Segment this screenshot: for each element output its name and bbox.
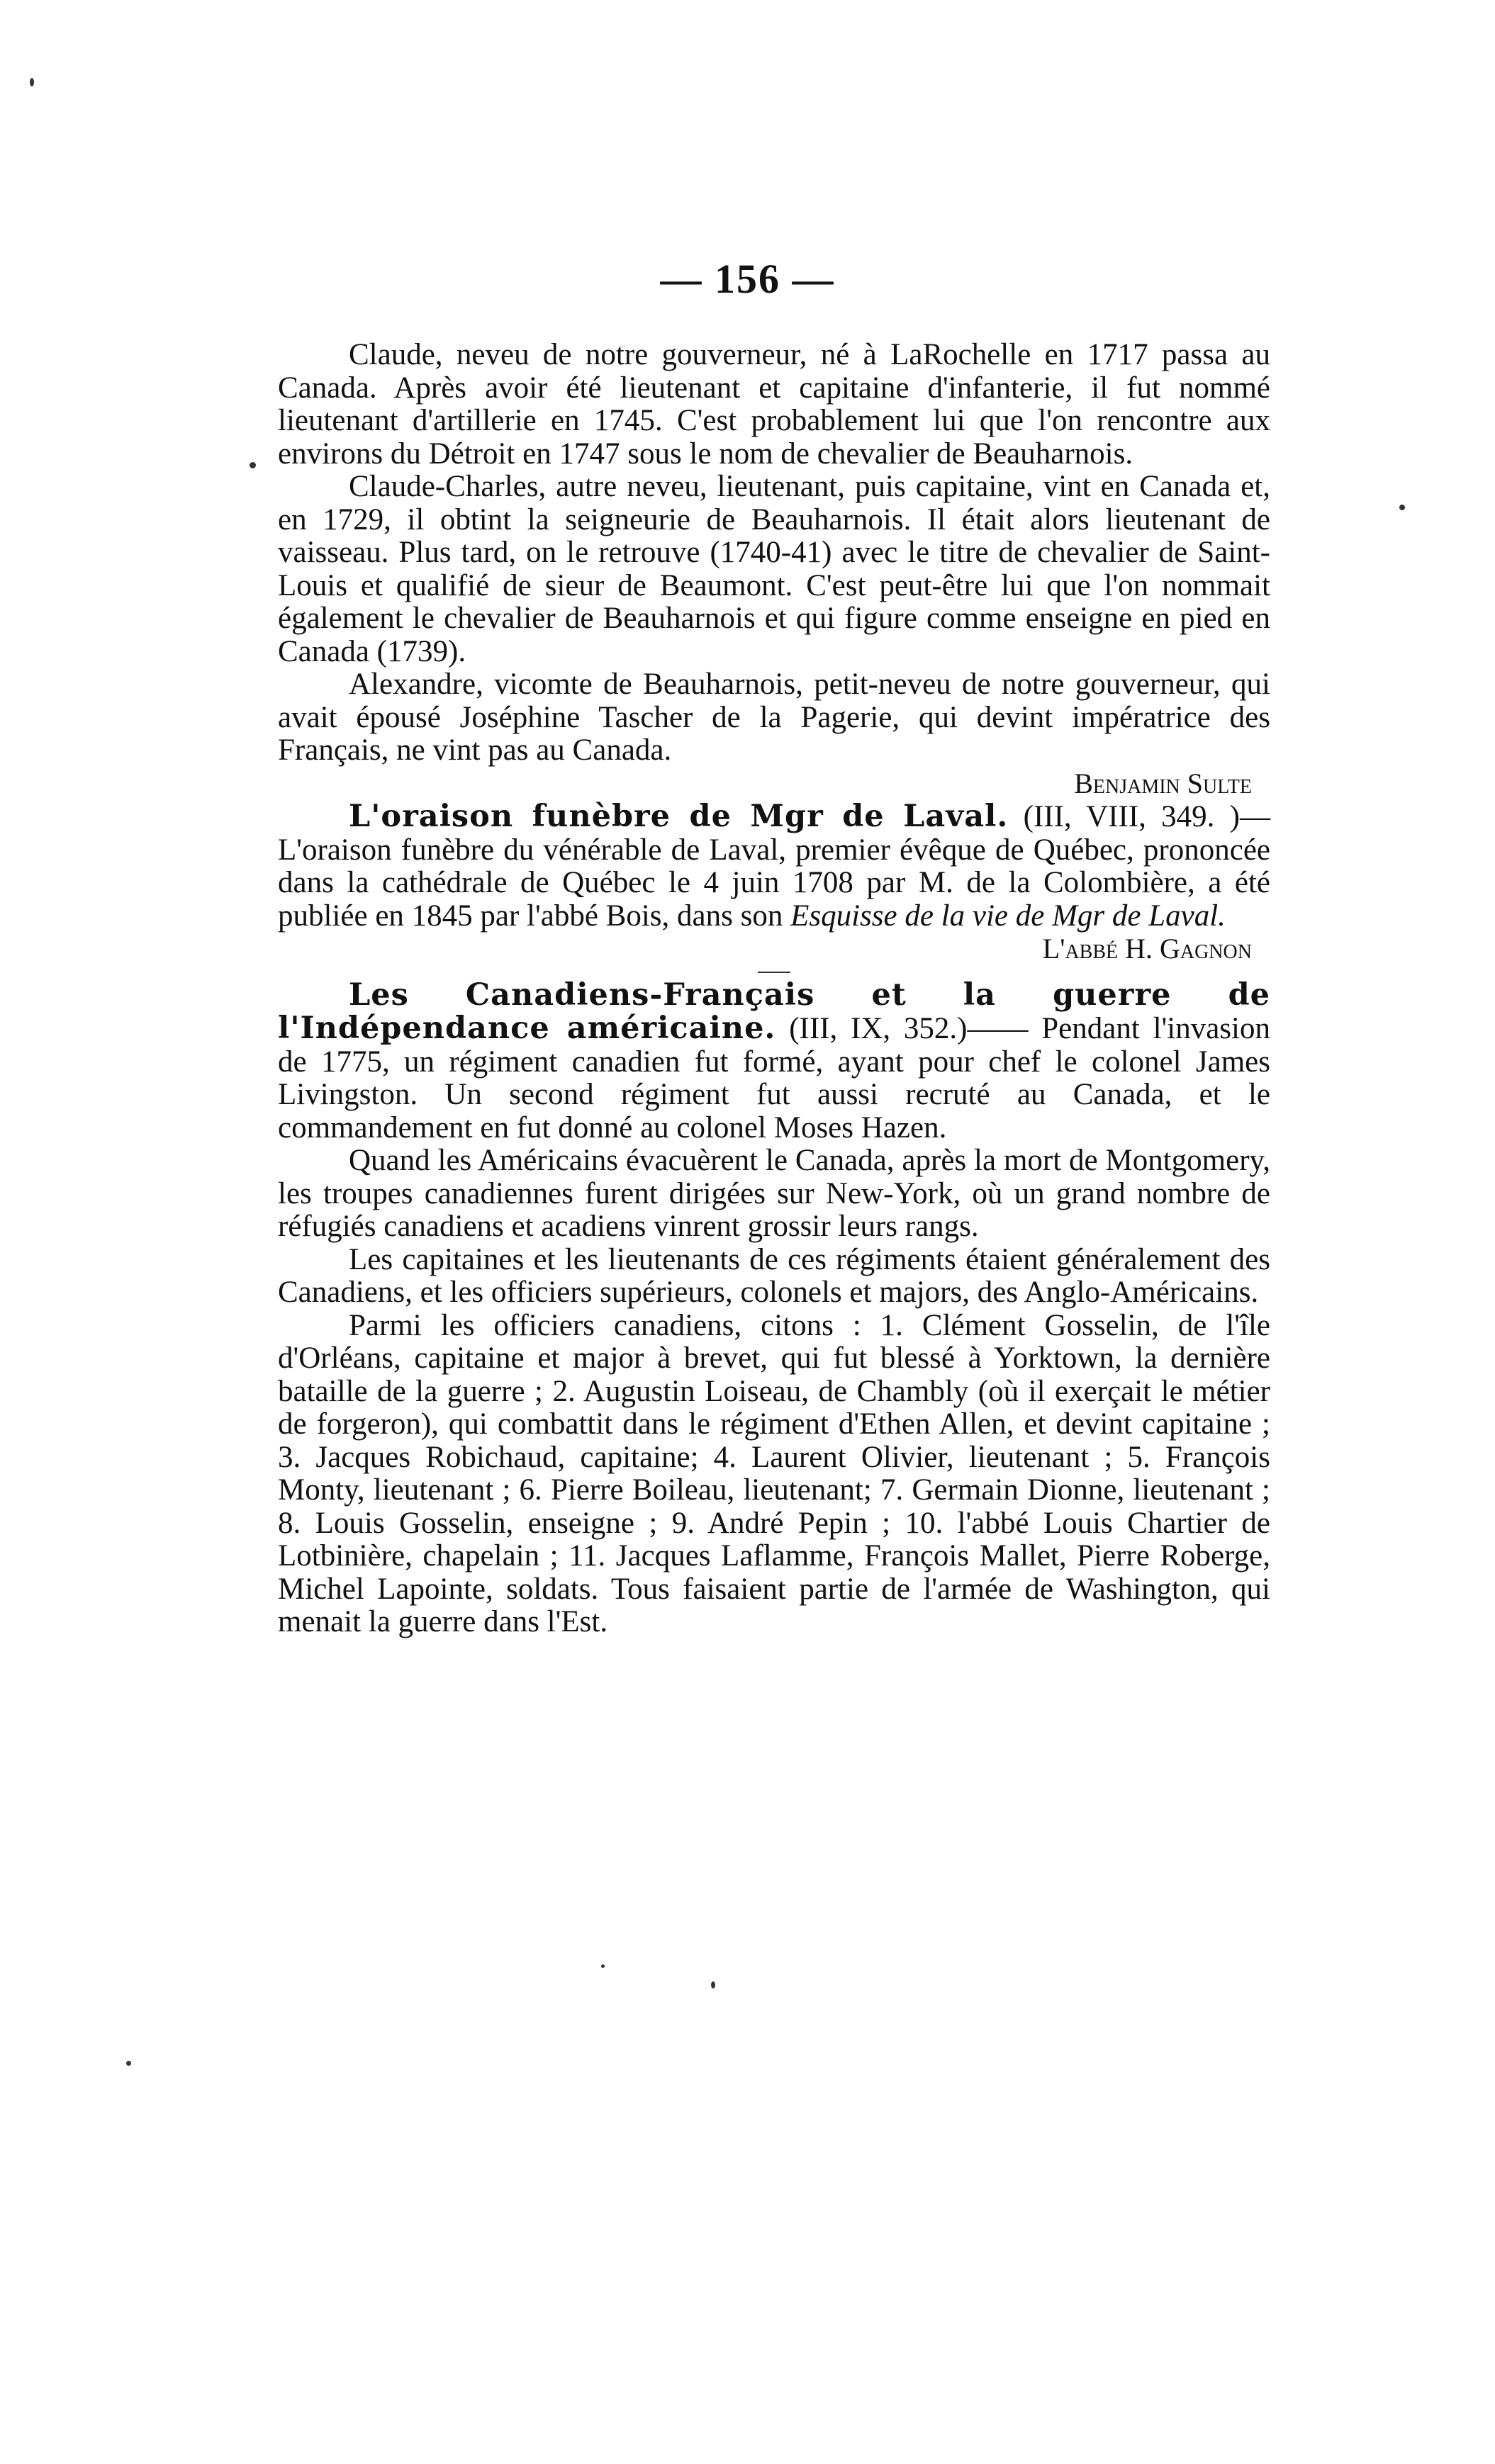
scan-speck (30, 78, 34, 86)
paragraph-claude-charles: Claude-Charles, autre neveu, lieutenant, puis capitaine, vint en Canada et, en 1729, il obtint la seigneurie de Beauharnois. Il était alors lieutenant de vaisseau. Plus tard, on le retrouve (1740-41) avec le titre de chevalier de Saint-Louis et qualifié de sieur de Beaumont. C'est peut-être lui que l'on nommait également le chevalier de Beauharnois et qui figure comme enseigne en pied en Canada (1739). (278, 470, 1270, 668)
entry-oraison (278, 800, 1270, 933)
scan-speck (1399, 505, 1405, 510)
separator-rule (758, 972, 790, 973)
entry-oraison-text: (III, VIII, 349. )— L'oraison funèbre du vénérable de Laval, premier évêque de Québec, prononcée dans la cathédrale de Québec le 4 juin 1708 par M. de la Colombière, a été publiée en 1845 par l'abbé Bois, dans son (278, 800, 1270, 933)
signature-sulte: Benjamin Sulte (1074, 767, 1252, 799)
paragraph-liste-officiers: Parmi les officiers canadiens, citons : 1. Clément Gosselin, de l'île d'Orléans, capitaine et major à brevet, qui fut blessé à Yorktown, la dernière bataille de la guerre ; 2. Augustin Loiseau, de Chambly (où il exerçait le métier de forgeron), qui combattit dans le régiment d'Ethen Allen, et devint capitaine ; 3. Jacques Robichaud, capitaine; 4. Laurent Olivier, lieutenant ; 5. François Monty, lieutenant ; 6. Pierre Boileau, lieutenant; 7. Germain Dionne, lieutenant ; 8. Louis Gosselin, enseigne ; 9. André Pepin ; 10. l'abbé Louis Chartier de Lotbinière, chapelain ; 11. Jacques Laflamme, François Mallet, Pierre Roberge, Michel Lapointe, soldats. Tous faisaient partie de l'armée de Washington, qui menait la guerre dans l'Est. (278, 1308, 1270, 1638)
scan-speck (250, 462, 256, 468)
entry-independance-text: (III, IX, 352.)—— Pendant l'invasion de 1775, un régiment canadien fut formé, ayant pour chef le colonel James Livingston. Un second régiment fut aussi recruté au Canada, et le commandement en fut donné au colonel Moses Hazen. (278, 1012, 1270, 1144)
entry-independance (278, 979, 1270, 1145)
page-number: — 156 — (660, 256, 835, 302)
entry-oraison-title: L'oraison funèbre de Mgr de Laval. (349, 799, 1009, 834)
scan-speck (601, 1964, 605, 1968)
entry-independance-title: Les Canadiens-Français et la guerre de l'Indépendance américaine. (278, 977, 1270, 1046)
scan-speck (711, 1981, 715, 1988)
entry-oraison-book-title: Esquisse de la vie de Mgr de Laval. (790, 899, 1226, 933)
paragraph-officiers: Les capitaines et les lieutenants de ces régiments étaient généralement des Canadiens, et les officiers supérieurs, colonels et majors, des Anglo-Américains. (278, 1242, 1270, 1309)
paragraph-alexandre: Alexandre, vicomte de Beauharnois, petit-neveu de notre gouverneur, qui avait épousé Joséphine Tascher de la Pagerie, qui devint impératrice des Français, ne vint pas au Canada. (278, 668, 1270, 767)
scan-speck (126, 2061, 131, 2066)
paragraph-evacuation: Quand les Américains évacuèrent le Canada, après la mort de Montgomery, les troupes canadiennes furent dirigées sur New-York, où un grand nombre de réfugiés canadiens et acadiens vinrent grossir leurs rangs. (278, 1144, 1270, 1243)
paragraph-claude: Claude, neveu de notre gouverneur, né à LaRochelle en 1717 passa au Canada. Après avoir été lieutenant et capitaine d'infanterie, il fut nommé lieutenant d'artillerie en 1745. C'est probablement lui que l'on rencontre aux environs du Détroit en 1747 sous le nom de chevalier de Beauharnois. (278, 338, 1270, 471)
signature-gagnon: L'abbé H. Gagnon (1042, 933, 1252, 964)
text-column (278, 339, 1270, 1639)
